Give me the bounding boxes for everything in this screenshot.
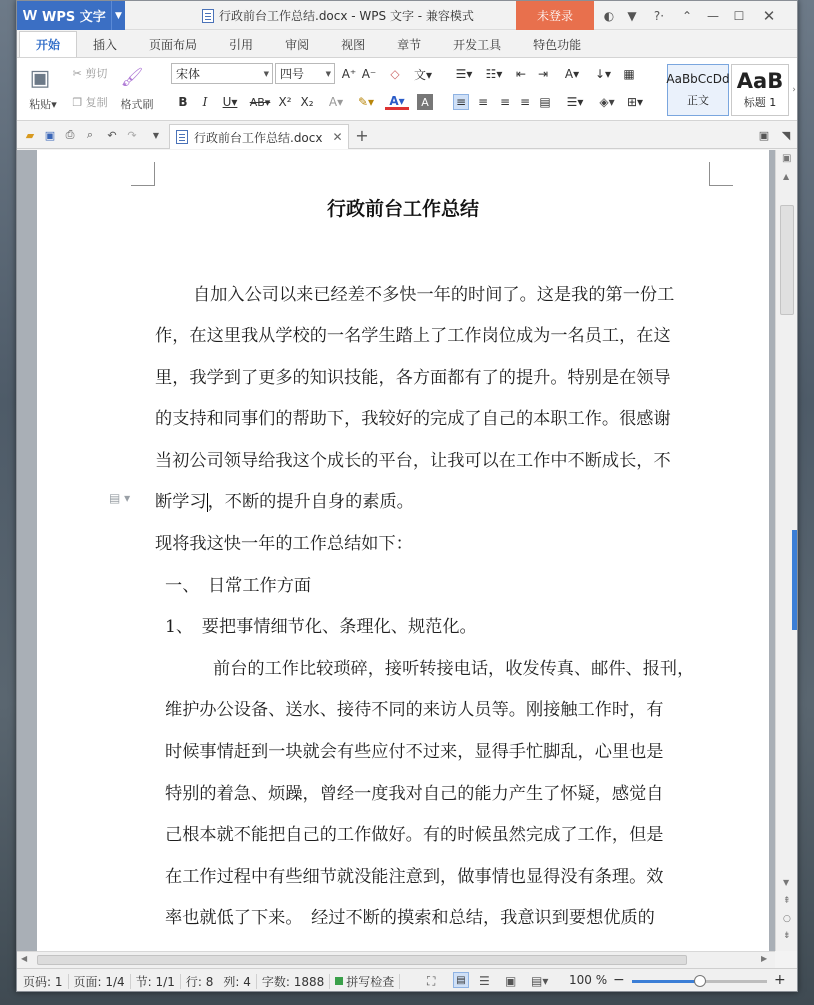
subscript-icon[interactable]: X₂ — [300, 95, 314, 109]
window-title-text: 行政前台工作总结.docx - WPS 文字 - 兼容模式 — [219, 9, 474, 23]
paste-button[interactable]: 粘贴 ▾ — [29, 97, 57, 111]
paragraph-menu-icon[interactable]: ▤ ▾ — [109, 491, 131, 505]
paragraph-line: 里，我学到了更多的知识技能，各方面都有了的提升。特别是在领导 — [155, 368, 671, 388]
line-spacing-icon[interactable]: ☰▾ — [566, 95, 584, 109]
align-center-icon[interactable]: ≡ — [477, 95, 489, 109]
paragraph-line: 的支持和同事们的帮助下，我较好的完成了自己的本职工作。很感谢 — [155, 409, 671, 429]
tab-view[interactable]: 视图 — [341, 37, 366, 52]
tab-references[interactable]: 引用 — [229, 37, 254, 52]
paste-label: 粘贴 — [29, 98, 52, 111]
tab-review[interactable]: 审阅 — [285, 37, 310, 52]
spell-check-label: 拼写检查 — [346, 974, 395, 989]
cut-label: 剪切 — [85, 67, 108, 80]
zoom-out-icon[interactable]: − — [613, 972, 625, 988]
paragraph-line-tail: ，不断的提升自身的素质。 — [207, 492, 414, 512]
fullscreen-icon[interactable]: ⛶ — [427, 974, 436, 988]
paragraph-line: 前台的工作比较琐碎，接听转接电话，收发传真、邮件、报刊， — [213, 659, 695, 679]
clear-format-icon[interactable]: ◇ — [390, 67, 400, 81]
quickbar-more-icon[interactable]: ▼ — [152, 130, 160, 140]
spell-check-toggle[interactable] — [330, 974, 400, 989]
web-view-icon[interactable]: ▣ — [505, 974, 517, 988]
shrink-font-icon[interactable]: A⁻ — [361, 67, 377, 81]
print-icon[interactable]: ⎙ — [65, 128, 75, 141]
style-heading-sample: AaB — [736, 69, 784, 93]
margin-corner-top-left — [131, 162, 155, 186]
sort-icon[interactable]: ↓▾ — [594, 67, 612, 81]
tab-section[interactable]: 章节 — [397, 37, 422, 52]
title-bar — [17, 1, 798, 30]
highlight-icon[interactable]: ✎▾ — [357, 95, 375, 109]
status-bar — [17, 968, 798, 992]
font-size-select[interactable]: 四号 ▼ — [275, 63, 335, 84]
superscript-icon[interactable]: X² — [278, 95, 292, 109]
copy-button[interactable]: ❐ 复制 — [72, 95, 108, 109]
outline-view-icon[interactable]: ☰ — [479, 974, 490, 988]
document-tab-label: 行政前台工作总结.docx — [194, 130, 323, 145]
align-left-icon[interactable]: ≡ — [453, 94, 469, 110]
minimize-icon[interactable]: — — [707, 8, 719, 23]
paragraph-line: 己根本就不能把自己的工作做好。有的时候虽然完成了工作，但是 — [165, 825, 664, 845]
tab-developer[interactable]: 开发工具 — [453, 37, 502, 52]
borders-icon[interactable]: ⊞▾ — [626, 95, 644, 109]
horizontal-scroll-thumb[interactable] — [37, 955, 687, 965]
pinyin-icon[interactable]: 文▾ — [413, 67, 433, 82]
list-item-line: 1、 要把事情细节化、条理化、规范化。 — [165, 617, 477, 637]
maximize-icon[interactable]: ☐ — [733, 8, 745, 23]
app-window — [16, 0, 798, 992]
ribbon-tabs — [17, 31, 798, 57]
grow-font-icon[interactable]: A⁺ — [341, 67, 357, 81]
open-icon[interactable]: ▰ — [25, 128, 35, 142]
save-icon[interactable]: ▣ — [44, 128, 56, 142]
next-page-icon[interactable]: ⇟ — [783, 931, 791, 941]
scroll-left-icon[interactable]: ◀ — [21, 954, 28, 963]
window-list-icon[interactable]: ▣ — [758, 128, 770, 142]
distribute-icon[interactable]: ▤ — [539, 95, 551, 109]
font-size-value: 四号 — [280, 67, 305, 81]
bold-icon[interactable]: B — [178, 95, 188, 109]
style-heading-label: 标题 1 — [743, 96, 777, 109]
paragraph-line: 当初公司领导给我这个成长的平台，让我可以在工作中不断成长，不 — [155, 451, 671, 471]
app-name: WPS 文字 — [42, 10, 106, 25]
paragraph-line: 在工作过程中有些细节就没能注意到，做事情也显得没有条理。效 — [165, 867, 664, 887]
font-color-icon[interactable]: A▾ — [385, 94, 409, 110]
font-name-value: 宋体 — [176, 67, 201, 81]
format-painter-button[interactable]: 格式刷 — [120, 98, 154, 111]
increase-indent-icon[interactable]: ⇥ — [537, 67, 549, 81]
zoom-slider[interactable] — [632, 980, 767, 983]
login-button[interactable]: 未登录 — [516, 1, 594, 30]
status-row: 行: 8 — [185, 974, 214, 989]
status-col: 列: 4 — [218, 974, 257, 989]
underline-icon[interactable]: U▾ — [222, 95, 238, 109]
app-menu-button[interactable] — [17, 1, 125, 30]
document-tab[interactable] — [169, 124, 349, 149]
zoom-in-icon[interactable]: + — [774, 972, 786, 988]
decrease-indent-icon[interactable]: ⇤ — [515, 67, 527, 81]
paragraph-line: 自加入公司以来已经差不多快一年的时间了。这是我的第一份工 — [193, 285, 675, 305]
collapse-ribbon-icon[interactable]: ⌃ — [681, 8, 693, 23]
format-painter-icon[interactable]: 🖌 — [120, 66, 144, 88]
status-section[interactable]: 节: 1/1 — [131, 974, 181, 989]
vertical-scroll-thumb[interactable] — [780, 205, 794, 315]
document-area[interactable] — [17, 150, 775, 951]
status-page-number[interactable]: 页码: 1 — [17, 974, 69, 989]
heading-line: 一、 日常工作方面 — [165, 576, 312, 596]
table-icon[interactable]: ▦ — [623, 67, 635, 81]
wps-logo-icon: W — [22, 7, 38, 24]
redo-icon[interactable]: ↷ — [127, 128, 137, 142]
text-direction-icon[interactable]: A▾ — [564, 67, 580, 81]
feedback-icon[interactable]: ◥ — [781, 128, 791, 142]
zoom-slider-knob[interactable] — [694, 975, 706, 987]
page-view-icon[interactable]: ▤ — [453, 972, 469, 988]
shading-icon[interactable]: ◈▾ — [599, 95, 615, 109]
styles-more-icon[interactable]: › — [792, 85, 796, 95]
paragraph-line: 作，在这里我从学校的一名学生踏上了工作岗位成为一名员工，在这 — [155, 326, 671, 346]
style-normal-label: 正文 — [687, 94, 709, 107]
app-menu-dropdown-icon[interactable]: ▼ — [111, 1, 125, 30]
close-icon[interactable]: ✕ — [762, 6, 776, 25]
scroll-down-icon[interactable]: ▼ — [783, 878, 790, 887]
scroll-right-icon[interactable]: ▶ — [761, 954, 768, 963]
paragraph-line: 时候事情赶到一块就会有些应付不过来，显得手忙脚乱，心里也是 — [165, 742, 664, 762]
document-tab-icon — [176, 130, 188, 144]
document-page[interactable] — [37, 150, 769, 951]
strikethrough-icon[interactable]: AB▾ — [249, 95, 271, 109]
char-shading-icon[interactable]: A — [417, 94, 433, 110]
print-preview-icon[interactable]: ⌕ — [86, 128, 94, 141]
horizontal-scrollbar[interactable] — [17, 951, 775, 968]
skin-icon[interactable]: ◐ — [603, 8, 615, 23]
spell-check-indicator-icon — [335, 977, 343, 985]
tab-home[interactable]: 开始 — [19, 31, 77, 57]
status-pages[interactable]: 页面: 1/4 — [69, 974, 131, 989]
reading-view-icon[interactable]: ▤▾ — [531, 974, 549, 988]
paragraph-line: 特别的着急、烦躁，曾经一度我对自己的能力产生了怀疑，感觉自 — [165, 784, 664, 804]
side-panel-toggle[interactable] — [792, 530, 798, 630]
font-name-select[interactable]: 宋体 ▼ — [171, 63, 273, 84]
window-title — [202, 7, 474, 24]
zoom-level[interactable]: 100 % — [569, 973, 608, 987]
margin-corner-top-right — [709, 162, 733, 186]
select-browse-object-icon[interactable]: ○ — [783, 914, 791, 924]
style-heading-1[interactable] — [731, 64, 789, 116]
paste-icon[interactable]: ▣ — [29, 65, 51, 91]
cut-button[interactable]: ✂ 剪切 — [72, 66, 108, 80]
document-title: 行政前台工作总结 — [326, 198, 479, 220]
quick-access-bar — [17, 122, 798, 149]
tab-page-layout[interactable]: 页面布局 — [149, 37, 198, 52]
zoom-slider-fill — [632, 980, 700, 983]
numbering-icon[interactable]: ☷▾ — [485, 67, 503, 81]
tab-insert[interactable]: 插入 — [93, 37, 118, 52]
previous-page-icon[interactable]: ⇞ — [783, 896, 791, 906]
help-icon[interactable]: ?· — [653, 8, 665, 23]
align-right-icon[interactable]: ≡ — [499, 95, 511, 109]
paragraph-line: 现将我这快一年的工作总结如下： — [155, 534, 413, 554]
tab-special[interactable]: 特色功能 — [533, 37, 582, 52]
ribbon-home — [17, 57, 798, 121]
copy-label: 复制 — [85, 96, 108, 109]
style-normal[interactable] — [667, 64, 729, 116]
split-view-icon[interactable]: ▣ — [782, 153, 792, 164]
document-icon — [202, 9, 214, 23]
new-tab-icon[interactable]: + — [355, 125, 369, 145]
italic-icon[interactable]: I — [202, 95, 208, 109]
vertical-scrollbar[interactable] — [775, 150, 798, 951]
shirt-icon[interactable]: ▼ — [627, 8, 637, 23]
text-effect-icon[interactable]: A▾ — [328, 95, 344, 109]
bullets-icon[interactable]: ☰▾ — [455, 67, 473, 81]
paragraph-line-head: 断学习 — [155, 492, 207, 512]
close-tab-icon[interactable]: ✕ — [332, 130, 343, 144]
justify-icon[interactable]: ≡ — [519, 95, 531, 109]
undo-icon[interactable]: ↶ — [107, 128, 117, 142]
paragraph-line: 维护办公设备、送水、接待不同的来访人员等。刚接触工作时，有 — [165, 700, 664, 720]
scroll-up-icon[interactable]: ▲ — [783, 172, 790, 181]
paragraph-line-with-cursor — [155, 487, 414, 512]
style-normal-sample: AaBbCcDd — [666, 72, 730, 86]
paragraph-line: 率也就低了下来。 经过不断的摸索和总结，我意识到要想优质的 — [165, 908, 655, 928]
status-word-count[interactable]: 字数: 1888 — [257, 974, 330, 989]
